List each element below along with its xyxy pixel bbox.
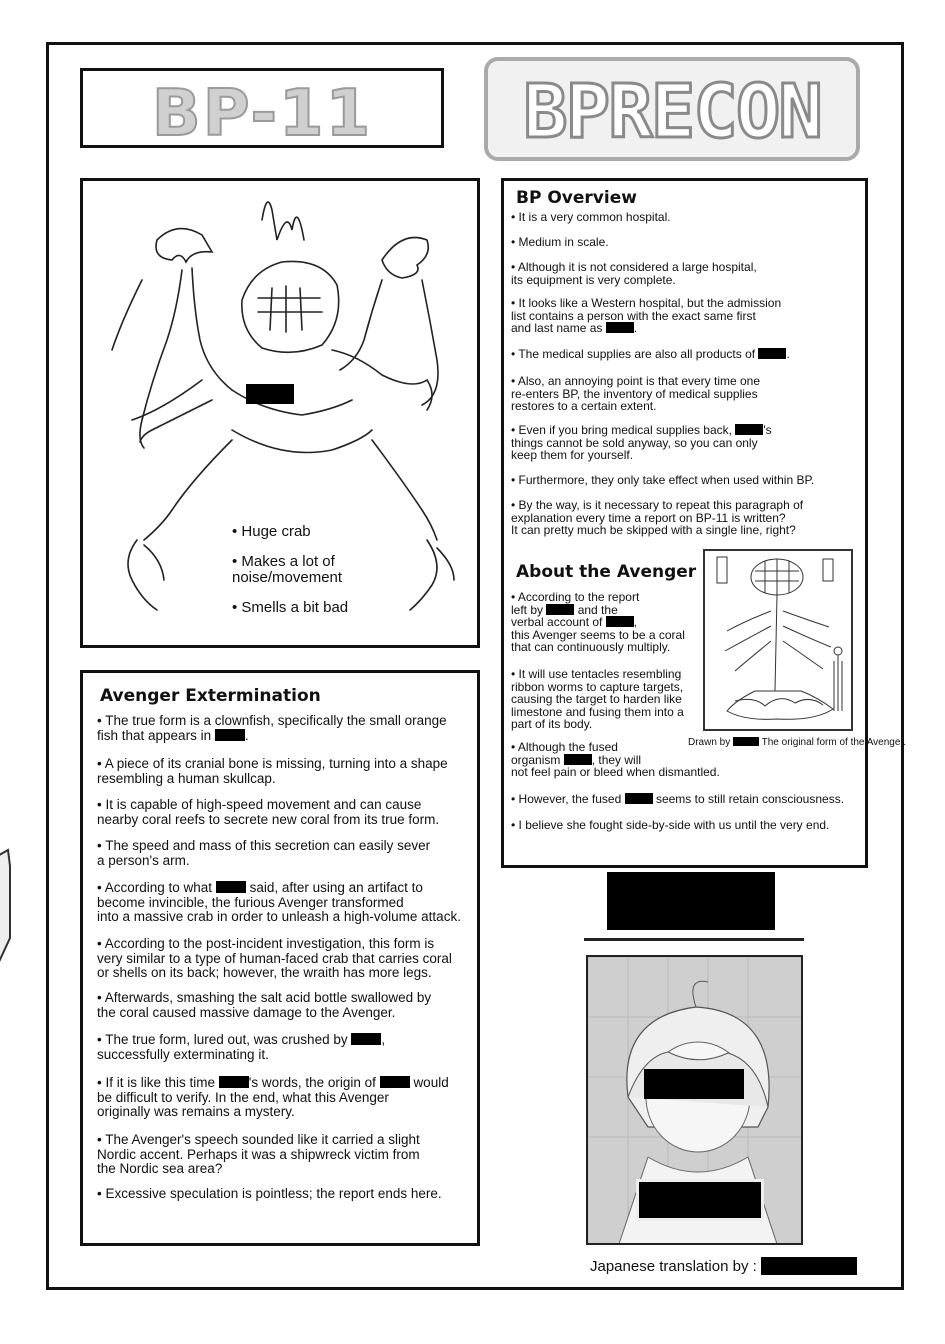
extermination-item: • Excessive speculation is pointless; the report ends here. xyxy=(97,1186,442,1201)
extermination-item: • It is capable of high-speed movement and can cause nearby coral reefs to secrete new coral from its true form. xyxy=(97,797,440,827)
page-edge-shape xyxy=(0,848,12,966)
crab-note: • Huge crab xyxy=(232,523,311,540)
overview-item: • Although it is not considered a large hospital, its equipment is very complete. xyxy=(511,260,757,287)
redaction-bar xyxy=(735,424,763,435)
crab-notes xyxy=(232,524,382,630)
extermination-item: • A piece of its cranial bone is missing, turning into a shape resembling a human skullcap. xyxy=(97,756,448,786)
overview-item: • By the way, is it necessary to repeat this paragraph of explanation every time a report on BP-11 is written? It can pretty much be skipped with a single line, right? xyxy=(511,498,804,538)
redaction-crab xyxy=(246,384,294,404)
redaction-bar xyxy=(564,754,592,765)
bp-number-text: BP-11 xyxy=(151,77,373,151)
overview-item: • The medical supplies are also all products of . xyxy=(511,347,790,361)
bp-number-title xyxy=(80,68,444,151)
avenger-drawing-image xyxy=(705,551,851,729)
redaction-bar xyxy=(216,881,246,893)
avenger-heading: About the Avenger xyxy=(516,562,697,582)
extermination-item: • According to the post-incident investigation, this form is very similar to a type of human-faced crab that carries coral or shells on its back; however, the wraith has more legs. xyxy=(97,936,452,980)
redaction-bar xyxy=(606,322,634,333)
redaction-bar xyxy=(761,1257,857,1275)
crab-note: • Smells a bit bad xyxy=(232,599,349,616)
extermination-item: • According to what said, after using an artifact to become invincible, the furious Avenger transformed into a massive crab in order to unleash a high-volume attack. xyxy=(97,880,461,924)
divider-line xyxy=(584,938,804,941)
redaction-nameplate xyxy=(636,1179,764,1221)
report-title-text: BPRECON xyxy=(523,69,821,155)
redaction-bar xyxy=(380,1076,410,1088)
overview-item: • Furthermore, they only take effect when used within BP. xyxy=(511,473,815,487)
overview-item: • Medium in scale. xyxy=(511,235,609,249)
extermination-item: • If it is like this time 's words, the origin of would be difficult to verify. In the end, what this Avenger originally was remains a mystery. xyxy=(97,1075,449,1119)
overview-item: • Also, an annoying point is that every time one re-enters BP, the inventory of medical supplies restores to a certain extent. xyxy=(511,374,761,414)
redaction-bar xyxy=(606,616,634,627)
character-photo xyxy=(586,955,803,1245)
extermination-item: • The true form, lured out, was crushed by , successfully exterminating it. xyxy=(97,1032,386,1062)
extermination-item: • The speed and mass of this secretion can easily sever a person's arm. xyxy=(97,838,431,868)
redaction-bar xyxy=(219,1076,249,1088)
avenger-item: • However, the fused seems to still retain consciousness. xyxy=(511,792,845,806)
extermination-item: • The Avenger's speech sounded like it carried a slight Nordic accent. Perhaps it was a shipwreck victim from the Nordic sea area? xyxy=(97,1132,420,1176)
overview-item: • Even if you bring medical supplies back, 's things cannot be sold anyway, so you can only keep them for yourself. xyxy=(511,423,772,463)
report-title xyxy=(484,57,860,161)
overview-heading: BP Overview xyxy=(516,188,637,208)
redaction-bar xyxy=(351,1033,381,1045)
redaction-eyes xyxy=(644,1069,744,1099)
redaction-bar xyxy=(625,793,653,804)
extermination-item: • The true form is a clownfish, specifically the small orange fish that appears in . xyxy=(97,713,447,743)
overview-item: • It looks like a Western hospital, but the admission list contains a person with the exact same first and last name as . xyxy=(511,296,782,336)
redaction-bar xyxy=(215,729,245,741)
overview-item: • It is a very common hospital. xyxy=(511,210,671,224)
avenger-drawing xyxy=(703,549,853,731)
crab-note: • Makes a lot of noise/movement xyxy=(232,553,343,586)
redaction-header-block xyxy=(607,872,775,930)
avenger-item: • It will use tentacles resembling ribbon worms to capture targets, causing the target to harden like limestone and fusing them into a part of its body. xyxy=(511,667,684,732)
extermination-item: • Afterwards, smashing the salt acid bottle swallowed by the coral caused massive damage to the Avenger. xyxy=(97,990,432,1020)
drawing-caption: Drawn by The original form of the Avenger. xyxy=(688,737,906,748)
extermination-heading: Avenger Extermination xyxy=(100,686,321,706)
redaction-bar xyxy=(758,348,786,359)
redaction-bar xyxy=(546,604,574,615)
avenger-item: • According to the report left by and the verbal account of , this Avenger seems to be a coral that can continuously multiply. xyxy=(511,590,685,655)
translation-credit: Japanese translation by : xyxy=(590,1257,857,1275)
redaction-bar xyxy=(733,737,759,746)
avenger-item: • Although the fused organism , they will not feel pain or bleed when dismantled. xyxy=(511,740,720,780)
avenger-item: • I believe she fought side-by-side with us until the very end. xyxy=(511,818,830,832)
